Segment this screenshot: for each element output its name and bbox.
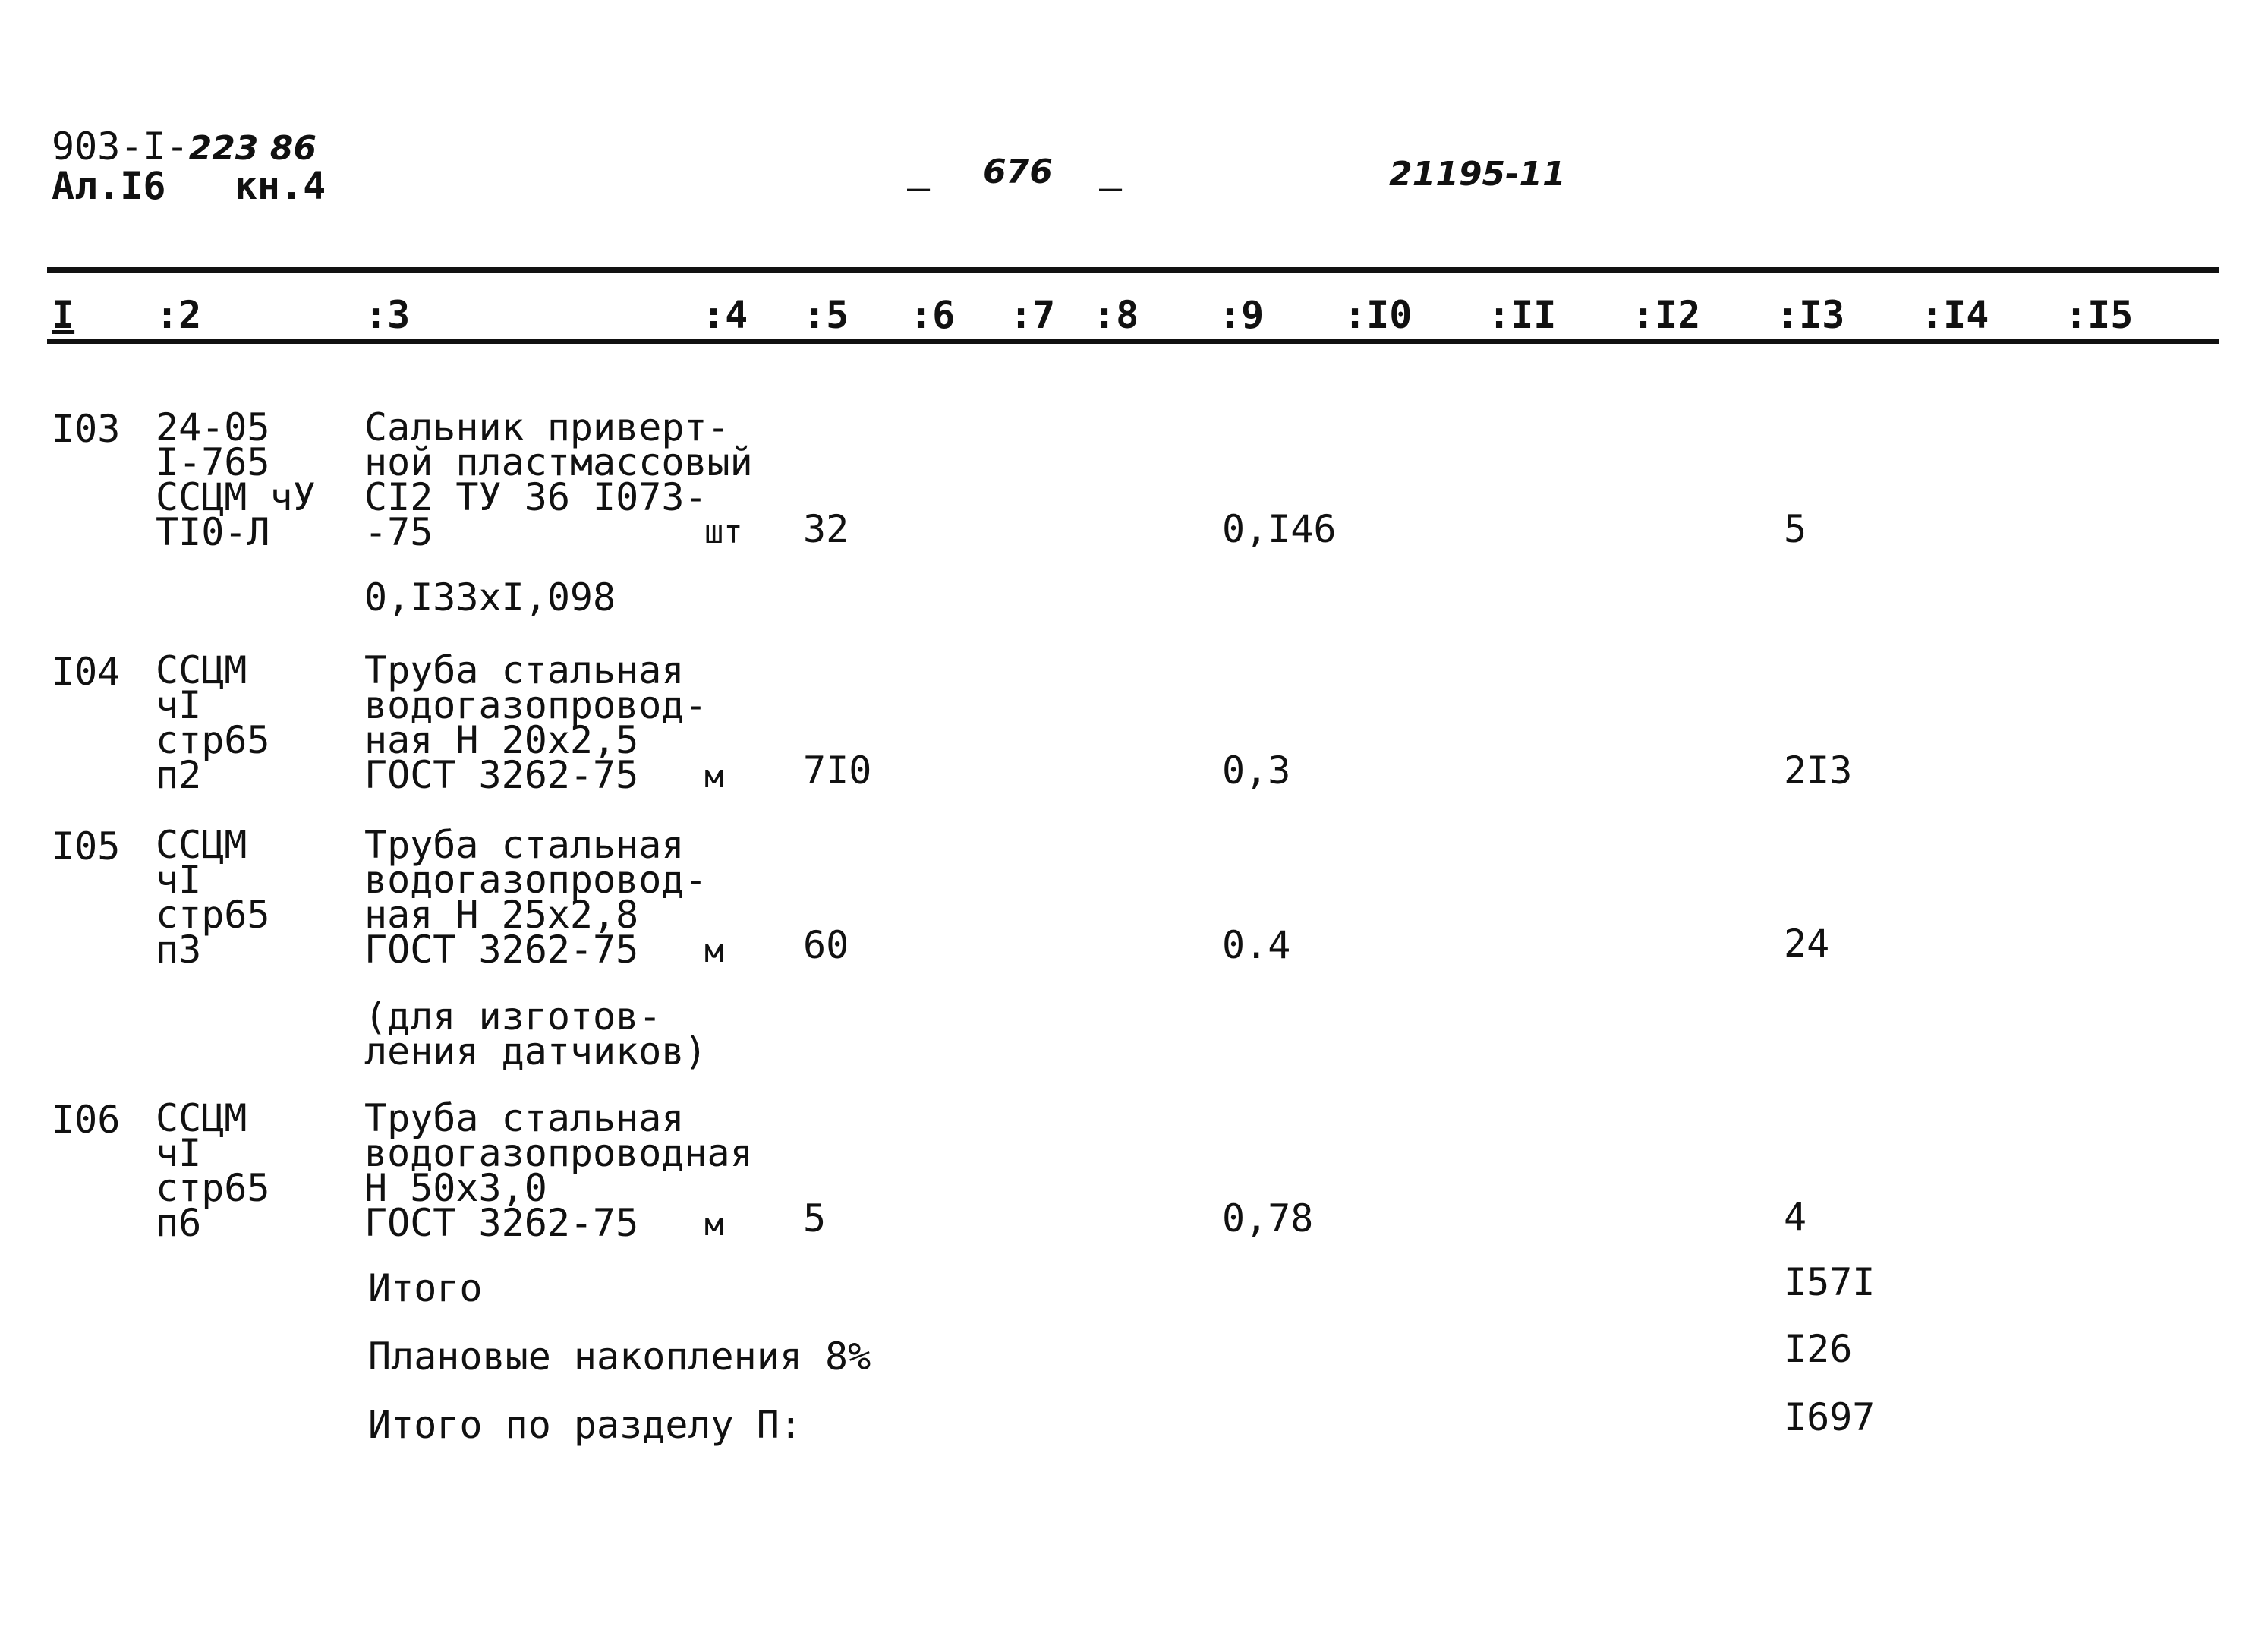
row-number: I04 [52,650,121,694]
row-total: 24 [1784,922,1830,966]
row-code: ССЦМ чI стр65 п2 [156,648,270,797]
column-header: :4 [702,293,748,337]
header-rule-bottom [47,339,2219,344]
header-rule-top [47,267,2219,273]
row-note: (для изготов- ления датчиков) [364,994,707,1073]
row-unit: м [704,1205,724,1243]
album-book: Ал.I6 кн.4 [52,164,326,208]
column-header: :6 [909,293,956,337]
summary-label: Итого по разделу П: [368,1403,802,1447]
column-header: :8 [1093,293,1139,337]
page-number: 676 [983,153,1053,191]
summary-label: Плановые накопления 8% [368,1335,871,1379]
row-code: ССЦМ чI стр65 п3 [156,823,270,972]
column-header: :7 [1010,293,1056,337]
summary-value: I26 [1784,1327,1853,1371]
row-quantity: 32 [803,507,849,551]
column-header: :II [1488,293,1557,337]
column-header: :I2 [1632,293,1701,337]
column-header: :3 [364,293,411,337]
summary-label: Итого [368,1266,483,1310]
row-price: 0,3 [1222,749,1291,793]
page-dash-right: – [1099,165,1123,210]
row-name: Труба стальная водогазопроводная Н 50х3,0 ГОСТ 3262-75 [364,1096,753,1245]
document-code-handwritten: 223 86 [188,129,317,168]
row-unit: м [704,758,724,795]
row-price: 0,78 [1222,1196,1314,1240]
sheet-code: 21195-11 [1389,155,1566,194]
row-quantity: 7I0 [803,749,872,793]
document-code [52,124,317,169]
row-code: ССЦМ чI стр65 п6 [156,1096,270,1245]
row-unit: м [704,932,724,969]
column-header: :I0 [1343,293,1413,337]
row-quantity: 5 [803,1196,827,1240]
row-name: Сальник приверт- ной пластмассовый СI2 ТУ 36 I073- -75 [364,405,753,554]
row-price: 0.4 [1222,923,1291,967]
document-code-typed: 903-I- [52,124,189,169]
row-number: I03 [52,407,121,451]
column-header: :I3 [1776,293,1845,337]
row-quantity: 60 [803,923,849,967]
column-header: :2 [156,293,202,337]
column-header: :9 [1218,293,1265,337]
column-header: :I5 [2065,293,2134,337]
row-total: 2I3 [1784,749,1853,793]
column-header: I [52,293,75,337]
column-header: :I4 [1920,293,1989,337]
row-number: I06 [52,1098,121,1142]
row-note: 0,I33хI,098 [364,575,616,619]
page-dash-left: – [907,165,931,210]
row-total: 5 [1784,507,1807,551]
row-name: Труба стальная водогазопровод- ная Н 20х2,5 ГОСТ 3262-75 [364,648,707,797]
row-number: I05 [52,824,121,868]
row-name: Труба стальная водогазопровод- ная Н 25х2,8 ГОСТ 3262-75 [364,823,707,972]
row-total: 4 [1784,1195,1807,1239]
row-unit: шт [704,513,743,550]
row-code: 24-05 I-765 ССЦМ чУ ТI0-Л [156,405,316,554]
summary-value: I57I [1784,1260,1876,1304]
row-price: 0,I46 [1222,507,1337,551]
summary-value: I697 [1784,1395,1876,1439]
column-header: :5 [803,293,849,337]
